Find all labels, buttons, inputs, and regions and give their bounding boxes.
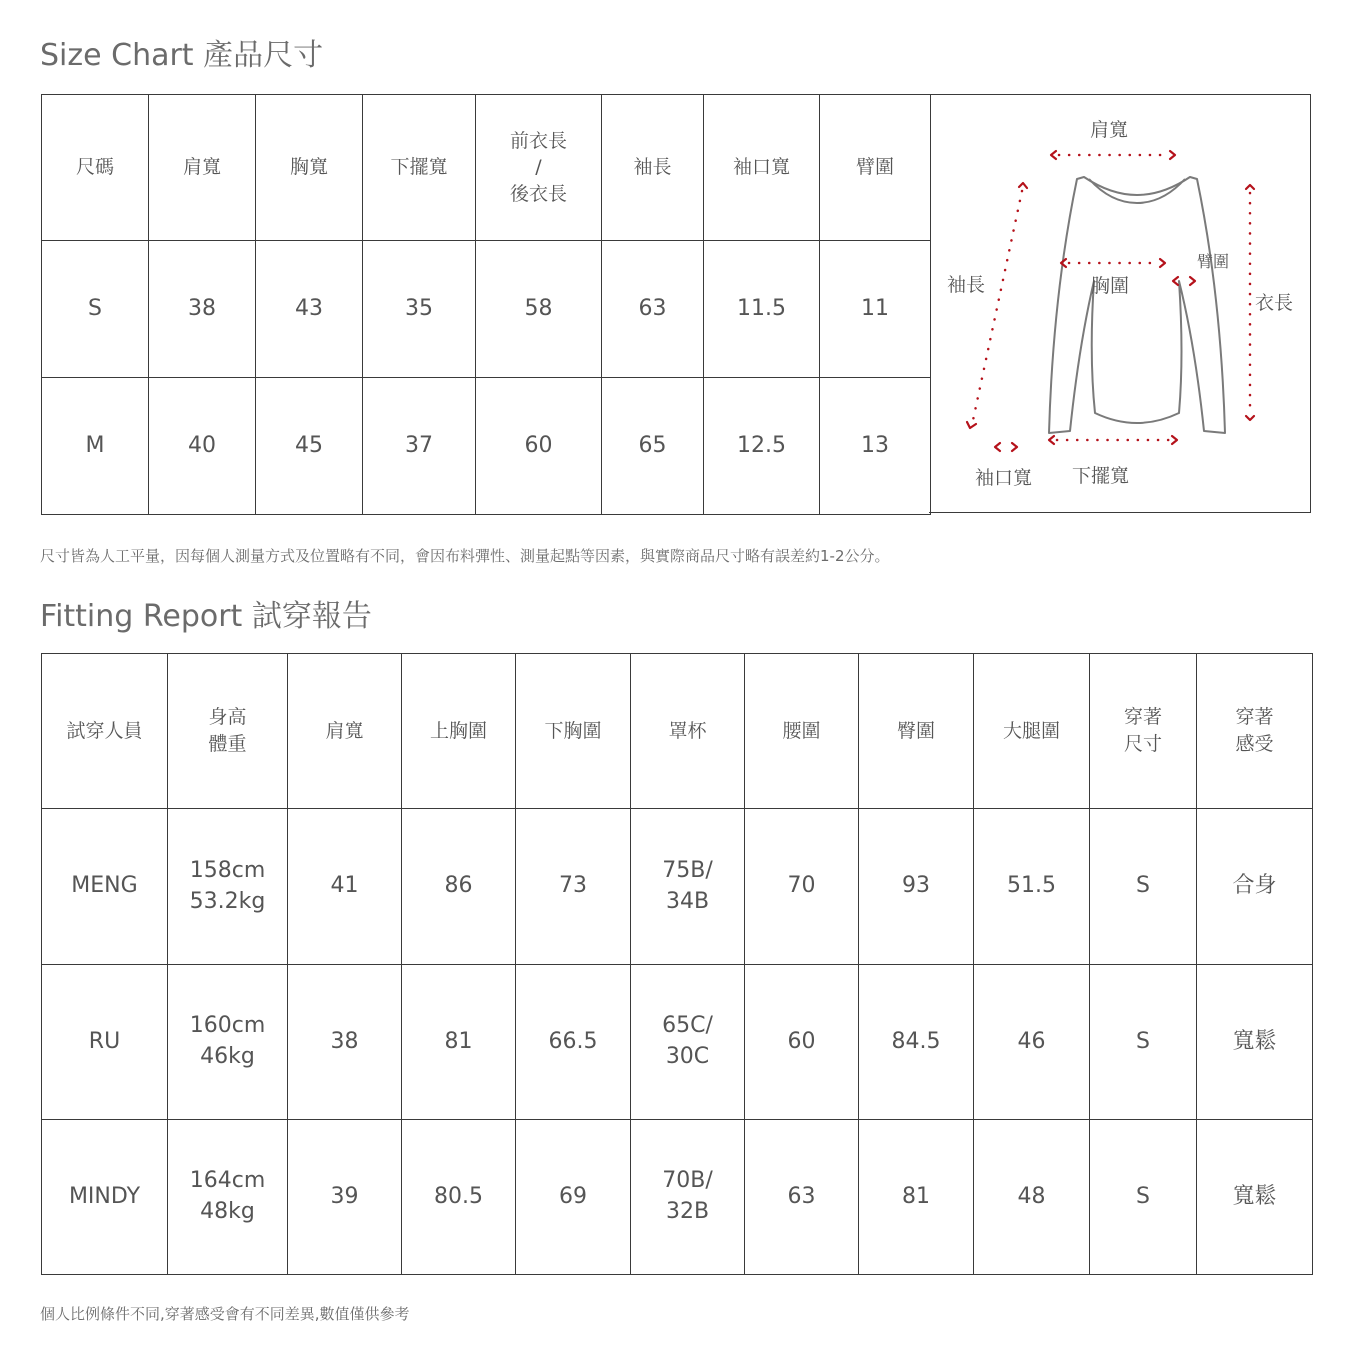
table-cell: 51.5 [974,809,1090,965]
table-cell: S [1090,1120,1197,1275]
fit-header-thigh: 大腿圍 [974,654,1090,809]
fitting-report-table [41,653,1313,1275]
fit-header-size-worn: 穿著 尺寸 [1090,654,1197,809]
table-cell: 合身 [1197,809,1313,965]
table-row [42,1120,1313,1275]
table-cell: 80.5 [402,1120,516,1275]
diagram-label-cuff: 袖口寬 [975,467,1033,489]
diagram-label-hem: 下擺寬 [1072,465,1130,487]
diagram-label-shoulder: 肩寬 [1090,119,1129,141]
table-cell: 60 [745,965,859,1120]
table-cell: 63 [602,241,704,378]
diagram-label-chest: 胸圍 [1091,275,1130,297]
diagram-label-length: 衣長 [1255,292,1294,314]
size-header-chest: 胸寬 [256,95,363,241]
table-cell: MINDY [42,1120,168,1275]
table-cell: 81 [859,1120,974,1275]
size-header-length: 前衣長 / 後衣長 [476,95,602,241]
table-cell: 37 [363,378,476,515]
size-header-hem: 下擺寬 [363,95,476,241]
table-cell: 13 [820,378,931,515]
table-cell: 43 [256,241,363,378]
size-header-size: 尺碼 [42,95,149,241]
fit-header-waist: 腰圍 [745,654,859,809]
size-header-shoulder: 肩寬 [149,95,256,241]
table-cell: 73 [516,809,631,965]
table-cell: 81 [402,965,516,1120]
size-header-arm: 臂圍 [820,95,931,241]
table-cell: 35 [363,241,476,378]
table-cell: 164cm 48kg [168,1120,288,1275]
table-cell: 60 [476,378,602,515]
long-sleeve-shirt-icon [929,95,1311,514]
fit-header-shoulder: 肩寬 [288,654,402,809]
table-cell: 寬鬆 [1197,1120,1313,1275]
size-chart-note: 尺寸皆為人工平量，因每個人測量方式及位置略有不同，會因布料彈性、測量起點等因素，與實際商品尺寸略有誤差約1-2公分。 [40,547,890,565]
table-cell: 48 [974,1120,1090,1275]
table-cell: M [42,378,149,515]
fit-header-feeling: 穿著 感受 [1197,654,1313,809]
table-cell: 70 [745,809,859,965]
size-chart-title: Size Chart 產品尺寸 [40,38,324,73]
table-cell: 45 [256,378,363,515]
fit-header-hip: 臀圍 [859,654,974,809]
table-cell: 46 [974,965,1090,1120]
fit-header-upper-bust: 上胸圍 [402,654,516,809]
table-cell: 93 [859,809,974,965]
fitting-report-title: Fitting Report 試穿報告 [40,599,372,634]
table-cell: 38 [288,965,402,1120]
table-row [42,241,931,378]
size-header-cuff: 袖口寬 [704,95,820,241]
table-cell: S [1090,809,1197,965]
table-cell: 65 [602,378,704,515]
fitting-report-note: 個人比例條件不同,穿著感受會有不同差異,數值僅供參考 [40,1305,410,1323]
diagram-label-sleeve-length: 袖長 [947,274,986,296]
table-cell: 40 [149,378,256,515]
table-cell: 58 [476,241,602,378]
size-header-sleeve: 袖長 [602,95,704,241]
table-cell: 66.5 [516,965,631,1120]
table-cell: 84.5 [859,965,974,1120]
table-cell: 11.5 [704,241,820,378]
table-cell: S [1090,965,1197,1120]
table-cell: 41 [288,809,402,965]
table-cell: 70B/ 32B [631,1120,745,1275]
table-cell: 86 [402,809,516,965]
fit-header-cup: 罩杯 [631,654,745,809]
table-cell: 158cm 53.2kg [168,809,288,965]
table-cell: RU [42,965,168,1120]
table-row [42,378,931,515]
table-cell: 11 [820,241,931,378]
table-cell: S [42,241,149,378]
table-cell: 65C/ 30C [631,965,745,1120]
table-cell: 160cm 46kg [168,965,288,1120]
table-cell: 寬鬆 [1197,965,1313,1120]
table-cell: 39 [288,1120,402,1275]
fitting-header-row [42,654,1313,809]
table-cell: 12.5 [704,378,820,515]
table-cell: 69 [516,1120,631,1275]
fit-header-tester: 試穿人員 [42,654,168,809]
table-cell: MENG [42,809,168,965]
table-row [42,965,1313,1120]
table-cell: 63 [745,1120,859,1275]
size-chart-header-row [42,95,931,241]
fit-header-height-weight: 身高 體重 [168,654,288,809]
table-cell: 38 [149,241,256,378]
table-cell: 75B/ 34B [631,809,745,965]
table-row [42,809,1313,965]
size-chart-table [41,94,931,515]
measurement-diagram [929,94,1311,513]
fit-header-under-bust: 下胸圍 [516,654,631,809]
diagram-label-arm: 臂圍 [1197,252,1230,271]
